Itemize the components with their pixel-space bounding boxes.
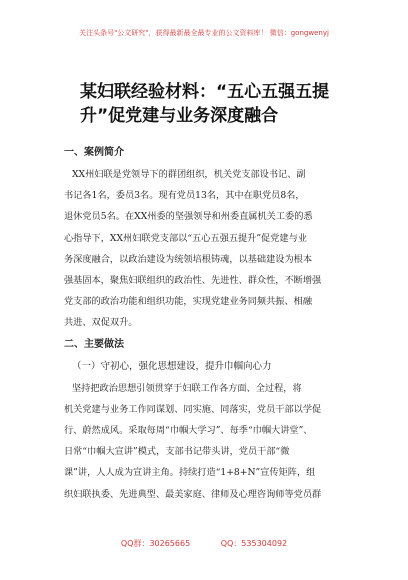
- paragraph-line: 课”讲，人人成为宣讲主角。持续打造“1+8+N”宣传矩阵，组: [64, 467, 316, 479]
- paragraph-line: 党支部的政治功能和组织功能，实现党建业务同频共振、相融: [64, 296, 313, 308]
- paragraph-line: 行、蔚然成风。采取每周“巾帼大学习”、每季“巾帼大讲堂”、: [64, 425, 313, 437]
- header-banner: 关注头条号"公文研究"，获得最新最全最专业的公文资料库！ 微信：gongwenyj: [79, 29, 329, 37]
- section-heading: 一、案例简介: [64, 147, 124, 158]
- footer-contact: [0, 538, 408, 549]
- document-title: [80, 80, 380, 128]
- paragraph-line: 共进、双促双升。: [64, 317, 138, 329]
- document-body: [64, 142, 356, 505]
- qq-text: QQ：535304092: [220, 539, 288, 548]
- paragraph-line: 机关党建与业务工作同谋划、同实施、同落实，党员干部以学促: [64, 403, 322, 415]
- section-heading: 二、主要做法: [64, 338, 124, 350]
- paragraph-line: 书记各1名，委员3名。现有党员13名，其中在职党员8名，: [64, 190, 305, 202]
- title-line-2: 升”促党建与业务深度融合: [80, 106, 279, 126]
- paragraph-line: 坚持把政治思想引领贯穿于妇联工作各方面、全过程，将: [72, 382, 302, 394]
- paragraph-line: 务深度融合，以政治建设为统领培根铸魂，以基础建设为根本: [64, 253, 313, 265]
- paragraph-line: 强基固本，聚焦妇联组织的政治性、先进性、群众性，不断增强: [64, 275, 322, 287]
- paragraph-line: XX州妇联是党领导下的群团组织，机关党支部设书记、副: [72, 169, 306, 180]
- title-line-1: 某妇联经验材料：“五心五强五提: [80, 82, 330, 102]
- section-subheading: （一）守初心，强化思想建设，提升巾帼向心力: [72, 360, 272, 372]
- paragraph-line: 心指导下，XX州妇联党支部以“五心五强五提升”促党建与业: [64, 232, 307, 244]
- paragraph-line: 日常“巾帼大宣讲”模式，支部书记带头讲，党员干部“微: [64, 446, 290, 458]
- paragraph-line: 退休党员5名。在XX州委的坚强领导和州委直属机关工委的悉: [64, 211, 313, 223]
- paragraph-line: 织妇联执委、先进典型、最美家庭、律师及心理咨询师等党员群: [64, 488, 322, 500]
- qq-group-text: QQ群：30265665: [120, 539, 191, 548]
